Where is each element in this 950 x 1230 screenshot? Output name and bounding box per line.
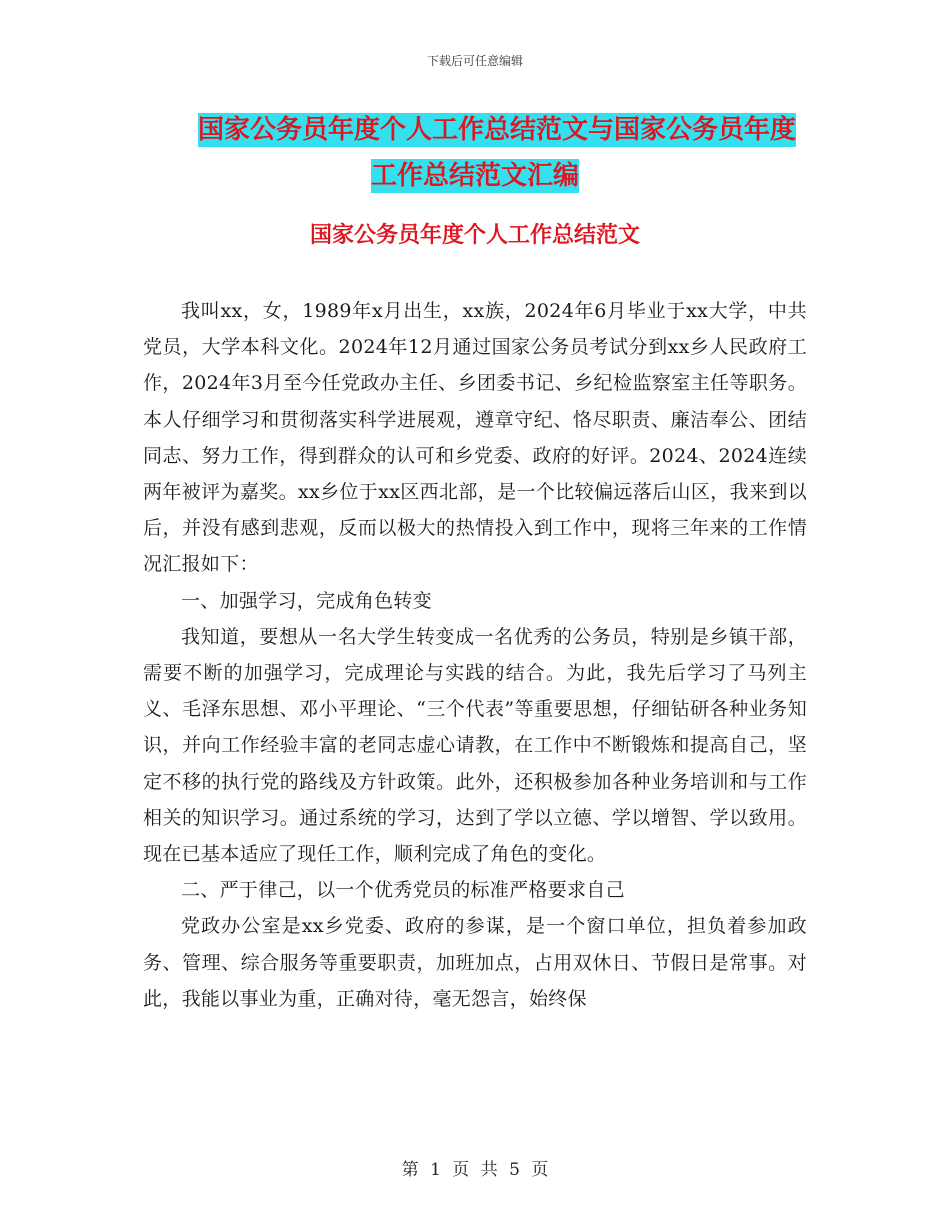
paragraph-section-2: 党政办公室是xx乡党委、政府的参谋，是一个窗口单位，担负着参加政务、管理、综合服务等重要职责，加班加点，占用双休日、节假日是常事。对此，我能以事业为重，正确对待，毫无怨言，始终保	[143, 915, 807, 1010]
paragraph-section-1: 我知道，要想从一名大学生转变成一名优秀的公务员，特别是乡镇干部，需要不断的加强学习，完成理论与实践的结合。为此，我先后学习了马列主义、毛泽东思想、邓小平理论、“三个代表”等重要思想，仔细钻研各种业务知识，并向工作经验丰富的老同志虚心请教，在工作中不断锻炼和提高自己，坚定不移的执行党的路线及方针政策。此外，还积极参加各种业务培训和与工作相关的知识学习。通过系统的学习，达到了学以立德、学以增智、学以致用。现在已基本适应了现任工作，顺利完成了角色的变化。	[143, 625, 807, 866]
page-footer: 第 1 页 共 5 页	[401, 1160, 549, 1180]
paragraph-intro: 我叫xx，女，1989年x月出生，xx族，2024年6月毕业于xx大学，中共党员，大学本科文化。2024年12月通过国家公务员考试分到xx乡人民政府工作，2024年3月至今任党政办主任、乡团委书记、乡纪检监察室主任等职务。本人仔细学习和贯彻落实科学进展观，遵章守纪、恪尽职责、廉洁奉公、团结同志、努力工作，得到群众的认可和乡党委、政府的好评。2024、2024连续两年被评为嘉奖。xx乡位于xx区西北部，是一个比较偏远落后山区，我来到以后，并没有感到悲观，反而以极大的热情投入到工作中，现将三年来的工作情况汇报如下：	[143, 300, 807, 576]
heading-section-2: 二、严于律己，以一个优秀党员的标准严格要求自己	[181, 879, 625, 902]
document-title-line-2	[0, 150, 950, 202]
heading-section-1: 一、加强学习，完成角色转变	[181, 589, 432, 612]
document-title-line-1	[0, 104, 950, 156]
title-highlight-2: 工作总结范文汇编	[370, 161, 579, 191]
page-header: 下载后可任意编辑	[426, 54, 523, 68]
title-highlight-1: 国家公务员年度个人工作总结范文与国家公务员年度	[197, 115, 796, 145]
section-title: 国家公务员年度个人工作总结范文	[309, 223, 640, 248]
document-body	[143, 293, 807, 1017]
